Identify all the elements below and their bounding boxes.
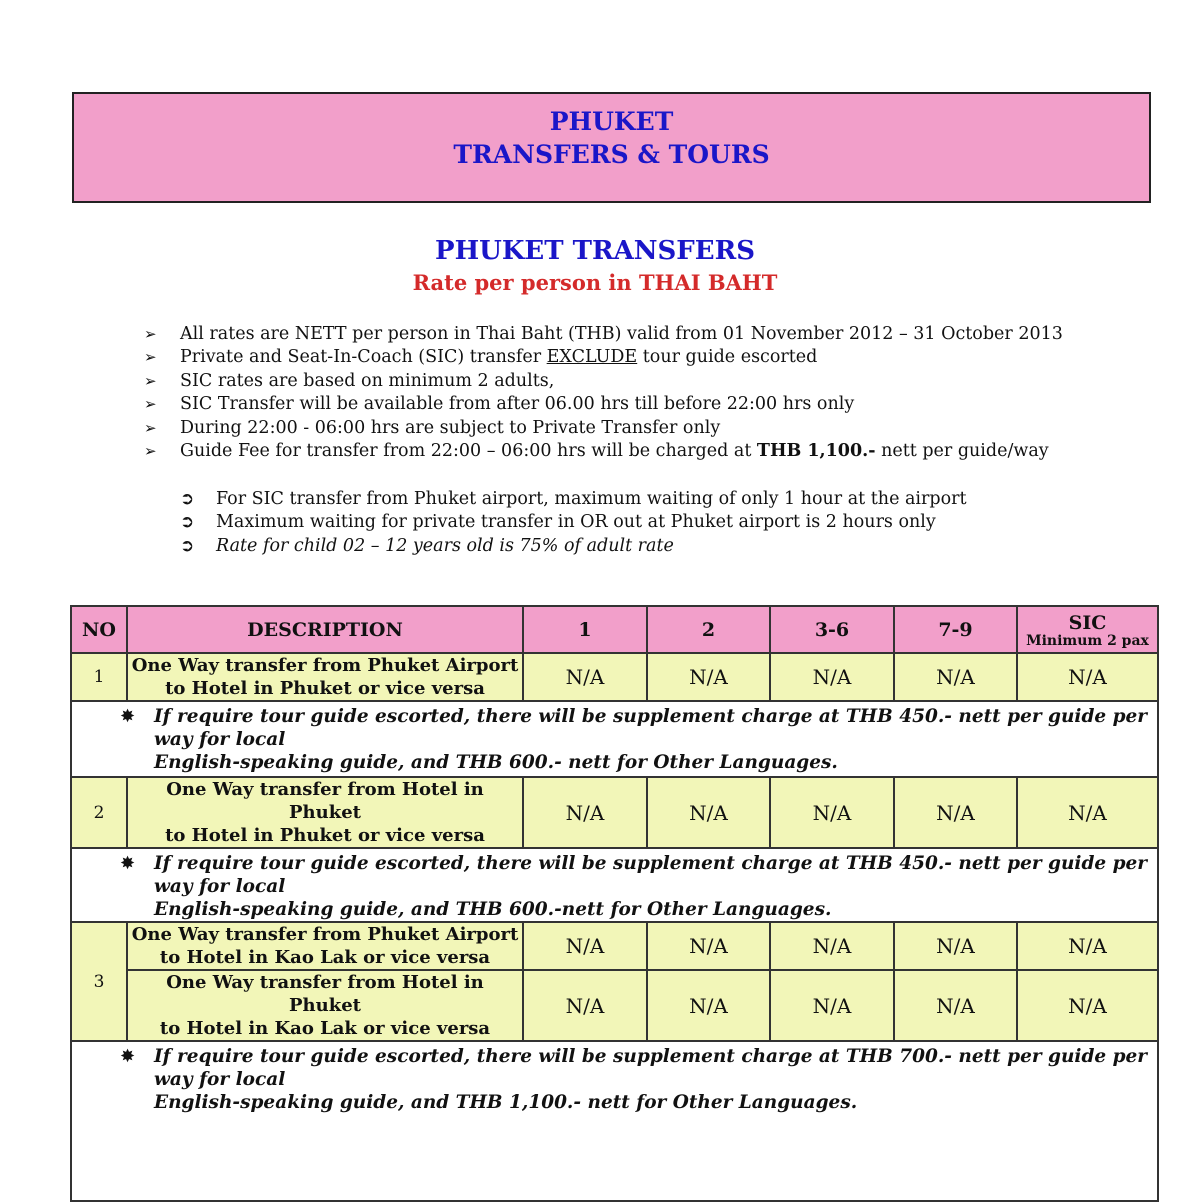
notes-list <box>140 323 1063 463</box>
banner-line-2: TRANSFERS & TOURS <box>453 140 770 169</box>
rate-cell: N/A <box>523 777 647 848</box>
list-item: ➢ Private and Seat-In-Coach (SIC) transfer EXCLUDE tour guide escorted <box>140 346 1063 369</box>
arrowhead-bullet-icon: ➢ <box>144 348 157 367</box>
table-row <box>71 970 1158 1041</box>
sic-minimum-note: Minimum 2 pax <box>1026 632 1149 649</box>
curved-arrow-icon: ➲ <box>180 512 195 533</box>
row-description: One Way transfer from Hotel in Phuket to Hotel in Phuket or vice versa <box>127 777 523 848</box>
rate-cell: N/A <box>770 970 894 1041</box>
rate-cell: N/A <box>894 922 1017 970</box>
rate-cell: N/A <box>894 970 1017 1041</box>
table-row <box>71 653 1158 701</box>
page-banner <box>72 92 1151 203</box>
list-item: ➲ Rate for child 02 – 12 years old is 75% of adult rate <box>180 535 967 558</box>
guide-note-row: ✸ If require tour guide escorted, there will be supplement charge at THB 450.- nett per guide per way for local English-speaking guide, and THB 600.- nett for Other Languages. <box>71 701 1158 777</box>
rate-cell: N/A <box>1017 653 1158 701</box>
curved-arrow-icon: ➲ <box>180 489 195 509</box>
rate-cell: N/A <box>523 922 647 970</box>
row-description: One Way transfer from Phuket Airport to Hotel in Kao Lak or vice versa <box>127 922 523 970</box>
table-row <box>71 777 1158 848</box>
arrowhead-bullet-icon: ➢ <box>144 325 157 343</box>
rate-cell: N/A <box>523 653 647 701</box>
banner-line-1: PHUKET <box>549 107 674 136</box>
row-description: One Way transfer from Phuket Airport to Hotel in Phuket or vice versa <box>127 653 523 701</box>
row-number: 1 <box>71 653 127 701</box>
rate-cell: N/A <box>894 653 1017 701</box>
star-bullet-icon: ✸ <box>120 706 136 727</box>
rate-cell: N/A <box>770 922 894 970</box>
rate-cell: N/A <box>647 922 770 970</box>
row-description: One Way transfer from Hotel in Phuket to Hotel in Kao Lak or vice versa <box>127 970 523 1041</box>
header-1: 1 <box>523 606 647 653</box>
table-row <box>71 922 1158 970</box>
arrowhead-bullet-icon: ➢ <box>144 418 157 437</box>
header-description: DESCRIPTION <box>127 606 523 653</box>
star-bullet-icon: ✸ <box>120 853 136 874</box>
rate-cell: N/A <box>1017 922 1158 970</box>
header-3-6: 3-6 <box>770 606 894 653</box>
rate-cell: N/A <box>770 653 894 701</box>
guide-note-row: ✸ If require tour guide escorted, there will be supplement charge at THB 700.- nett per guide per way for local English-speaking guide, and THB 1,100.- nett for Other Languages. <box>71 1041 1158 1201</box>
subnotes-list <box>180 488 967 558</box>
header-no: NO <box>71 606 127 653</box>
header-7-9: 7-9 <box>894 606 1017 653</box>
section-title: PHUKET TRANSFERS <box>435 236 755 266</box>
section-subtitle: Rate per person in THAI BAHT <box>412 270 778 295</box>
arrowhead-bullet-icon: ➢ <box>144 442 157 461</box>
header-2: 2 <box>647 606 770 653</box>
list-item: ➲ For SIC transfer from Phuket airport, maximum waiting of only 1 hour at the airport <box>180 488 967 511</box>
list-item: ➢ SIC Transfer will be available from after 06.00 hrs till before 22:00 hrs only <box>140 393 1063 416</box>
rate-cell: N/A <box>1017 970 1158 1041</box>
arrowhead-bullet-icon: ➢ <box>144 395 157 414</box>
exclude-emphasis: EXCLUDE <box>546 347 638 368</box>
header-sic: SIC Minimum 2 pax <box>1017 606 1158 653</box>
list-item: ➢ Guide Fee for transfer from 22:00 – 06:00 hrs will be charged at THB 1,100.- nett per guide/way <box>140 440 1063 463</box>
rate-cell: N/A <box>647 653 770 701</box>
row-number: 3 <box>71 922 127 1041</box>
rates-table <box>70 605 1159 1202</box>
list-item: ➢ SIC rates are based on minimum 2 adults, <box>140 370 1063 393</box>
rate-cell: N/A <box>894 777 1017 848</box>
rate-cell: N/A <box>1017 777 1158 848</box>
rate-cell: N/A <box>523 970 647 1041</box>
rate-cell: N/A <box>647 777 770 848</box>
table-header-row <box>71 606 1158 653</box>
row-number: 2 <box>71 777 127 848</box>
rate-cell: N/A <box>770 777 894 848</box>
list-item: ➲ Maximum waiting for private transfer in OR out at Phuket airport is 2 hours only <box>180 511 967 534</box>
guide-fee-amount: THB 1,100.- <box>756 441 876 462</box>
star-bullet-icon: ✸ <box>120 1046 136 1067</box>
list-item: ➢ During 22:00 - 06:00 hrs are subject to Private Transfer only <box>140 417 1063 440</box>
list-item: ➢ All rates are NETT per person in Thai Baht (THB) valid from 01 November 2012 – 31 October 2013 <box>140 323 1063 346</box>
arrowhead-bullet-icon: ➢ <box>144 371 157 390</box>
rate-cell: N/A <box>647 970 770 1041</box>
guide-note-row: ✸ If require tour guide escorted, there will be supplement charge at THB 450.- nett per guide per way for local English-speaking guide, and THB 600.-nett for Other Languages. <box>71 848 1158 922</box>
curved-arrow-icon: ➲ <box>180 535 195 556</box>
